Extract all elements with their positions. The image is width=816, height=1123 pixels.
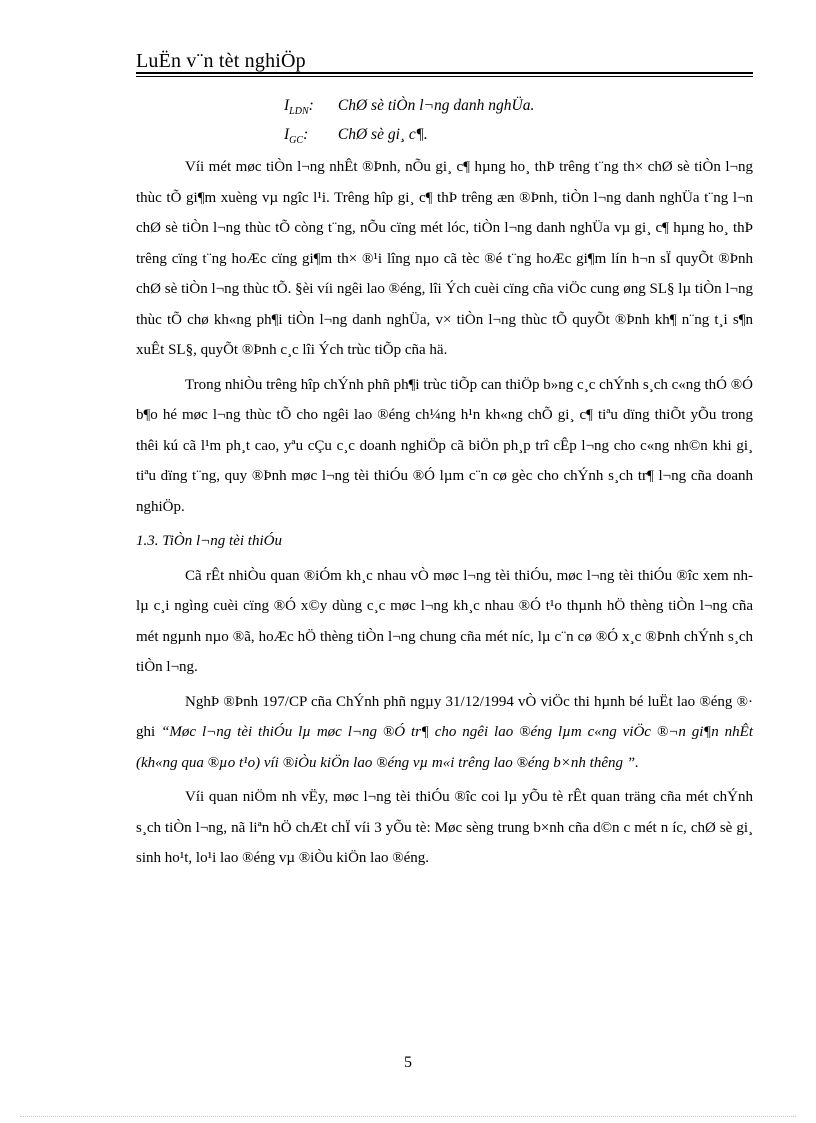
definition-text: ChØ sè gi¸ c¶. bbox=[337, 126, 428, 143]
section-heading: 1.3. TiÒn l¬ng tèi thiÓu bbox=[136, 533, 282, 549]
page-bottom-dotted-rule bbox=[20, 1116, 796, 1117]
definition-symbol: $I_{LDN}$: bbox=[284, 97, 314, 118]
paragraph-minimum-wage-factors: Víi quan niÖm nh vËy, møc l¬ng tèi thiÓu ®îc coi lµ yÕu tè rÊt quan träng cña mét chÝnh s¸ch tiÒn l¬ng, nã liªn hÖ chÆt chÏ víi 3 yÕu tè: Møc sèng trung b×nh cña d©n c mét n íc, chØ sè gi¸ sinh ho¹t, lo¹i lao ®éng vµ ®iÒu kiÖn lao ®éng. bbox=[136, 789, 753, 866]
definition-text: ChØ sè tiÒn l¬ng danh nghÜa. bbox=[337, 97, 535, 114]
page-number: 5 bbox=[404, 1054, 412, 1071]
decree-quote: “Møc l¬ng tèi thiÓu lµ møc l¬ng ®Ó tr¶ cho ngêi lao ®éng lµm c«ng viÖc ®¬n gi¶n nhÊt (kh«ng qua ®µo t¹o) víi ®iÒu kiÖn lao ®éng vµ m«i trêng lao ®éng b×nh thêng ”. bbox=[136, 724, 754, 771]
paragraph-real-wage: Víi mét møc tiÒn l¬ng nhÊt ®Þnh, nÕu gi¸ c¶ hµng ho¸ thÞ trêng t¨ng th× chØ sè tiÒn l¬ng thùc tÕ gi¶m xuèng vµ ngîc l¹i. Trêng hîp gi¸ c¶ thÞ trêng æn ®Þnh, tiÒn l¬ng danh nghÜa t¨ng l¬n chØ sè tiÒn l¬ng thùc tÕ còng t¨ng, nÕu cïng mét lóc, tiÒn l¬ng danh nghÜa vµ gi¸ c¶ hµng ho¸ thÞ trêng cïng t¨ng hoÆc cïng gi¶m th× ®¹i lîng nµo cã tèc ®é t¨ng hoÆc gi¶m lín h¬n sÏ quyÕt ®Þnh chØ sè tiÒn l¬ng thùc tÕ. §èi víi ngêi lao ®éng, lîi Ých cuèi cïng cña viÖc cung øng SL§ lµ tiÒn l¬ng thùc tÕ chø kh«ng ph¶i tiÒn l¬ng danh nghÜa, v× tiÒn l¬ng thùc tÕ quyÕt ®Þnh kh¶ n¨ng t¸i s¶n xuÊt SL§, quyÕt ®Þnh c¸c lîi Ých trùc tiÕp cña hä. bbox=[136, 159, 753, 358]
body-text bbox=[136, 152, 753, 874]
decree-text: NghÞ ®Þnh 197/CP cña ChÝnh phñ ngµy 31/12/1994 vÒ viÖc thi hµnh bé luËt lao ®éng ®· ghi bbox=[136, 693, 753, 740]
paragraph-government-intervention: Trong nhiÒu trêng hîp chÝnh phñ ph¶i trùc tiÕp can thiÖp b»ng c¸c chÝnh s¸ch c«ng thÓ ®Ó b¶o hé møc l¬ng thùc tÕ cho ngêi lao ®éng ch¼ng h¹n kh«ng chÕ gi¸ c¶ tiªu dïng thiÕt yÕu trong thêi kú cã l¹m ph¸t cao, yªu cÇu c¸c doanh nghiÖp cã biÖn ph¸p trî cÊp l¬ng cho c«ng nh©n khi gi¸ tiªu dïng t¨ng, quy ®Þnh møc l¬ng tèi thiÓu ®Ó lµm c¨n cø gèc cho chÝnh s¸ch tr¶ l¬ng cña doanh nghiÖp. bbox=[136, 376, 753, 515]
definition-row bbox=[284, 123, 534, 152]
symbol-definitions bbox=[284, 94, 534, 152]
paragraph-minimum-wage-views: Cã rÊt nhiÒu quan ®iÓm kh¸c nhau vÒ møc l¬ng tèi thiÓu, møc l¬ng tèi thiÓu ®îc xem nh lµ c¸i ngìng cuèi cïng ®Ó x©y dùng c¸c møc l¬ng kh¸c nhau ®Ó t¹o thµnh hÖ thèng tiÒn l¬ng cña mét ngµnh nµo ®ã, hoÆc hÖ thèng tiÒn l¬ng chung cña mét níc, lµ c¨n cø ®Ó x¸c ®Þnh chÝnh s¸ch tiÒn l¬ng. bbox=[136, 567, 753, 675]
definition-symbol: $I_{GC}$: bbox=[284, 126, 309, 147]
definition-row bbox=[284, 94, 534, 123]
running-header-title: LuËn v¨n tèt nghiÖp bbox=[136, 50, 306, 72]
header-rule-thick bbox=[136, 72, 753, 74]
header-rule-thin bbox=[136, 76, 753, 77]
paragraph-decree-197 bbox=[136, 687, 753, 779]
